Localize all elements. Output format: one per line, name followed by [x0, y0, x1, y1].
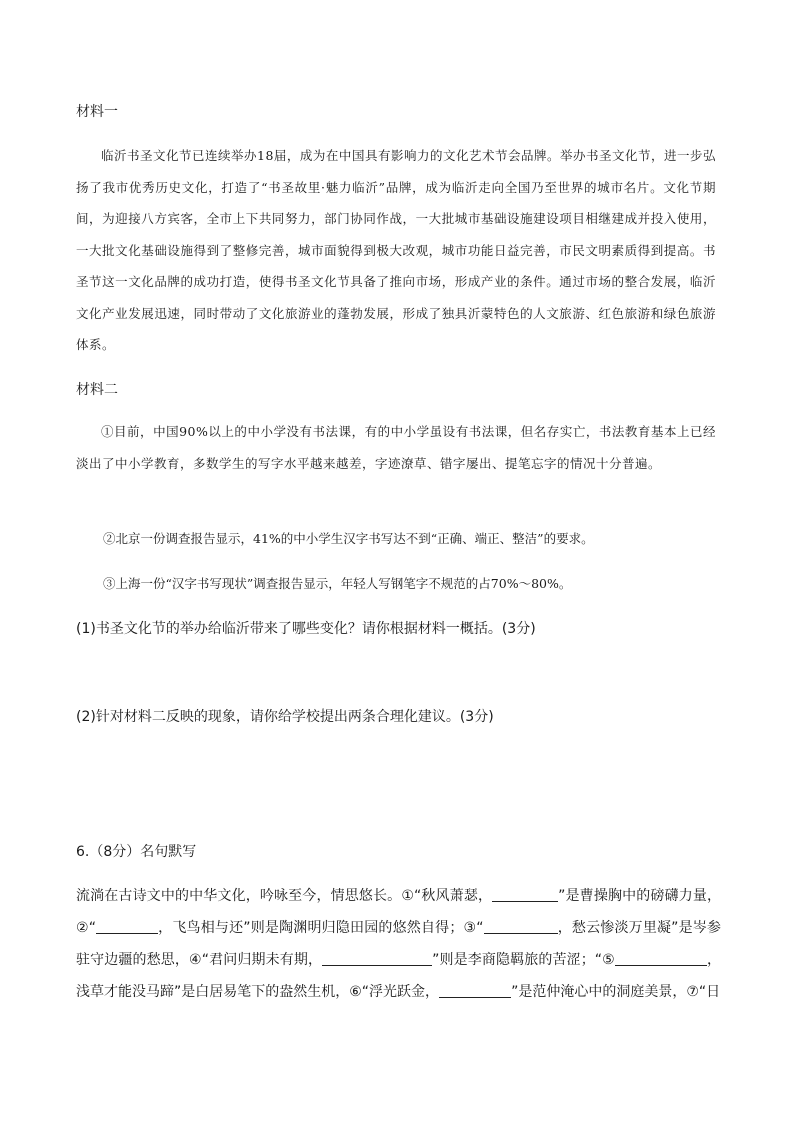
- section-6-passage: [76, 880, 721, 1008]
- material2-heading: 材料二: [76, 382, 118, 398]
- answer-blank-3[interactable]: [484, 917, 558, 934]
- passage-text-7: ，浅草才能没马蹄”是白居易笔下的盎然生机，⑥“浮光跃金，: [76, 952, 721, 1000]
- answer-blank-4[interactable]: [322, 949, 432, 966]
- answer-blank-6[interactable]: [439, 981, 511, 998]
- passage-text-2: ”是曹操胸中的磅礴力量，: [558, 888, 721, 904]
- passage-text-5: ，愁云惨淡万里凝”是岑参驻守边疆的愁思，④“君问归期未有期，: [76, 920, 721, 968]
- material2-item1: ①目前，中国90%以上的中小学没有书法课，有的中小学虽设有书法课，但名存实亡，书法教育基本上已经淡出了中小学教育，多数学生的写字水平越来越差，字迹潦草、错字屡出、提笔忘字的情况十分普遍。: [76, 424, 716, 471]
- passage-text-6: ”则是李商隐羁旅的苦涩；“⑤: [432, 952, 615, 968]
- passage-text-4: ，飞鸟相与还”则是陶渊明归隐田园的悠然自得；③“: [158, 920, 484, 936]
- question-1: (1)书圣文化节的举办给临沂带来了哪些变化？请你根据材料一概括。(3分): [76, 621, 536, 637]
- material2-item2: ②北京一份调查报告显示，41%的中小学生汉字书写达不到“正确、端正、整洁”的要求。: [103, 531, 594, 546]
- passage-text-3: ②“: [76, 920, 96, 936]
- answer-blank-1[interactable]: [492, 885, 558, 902]
- passage-text-1: 流淌在古诗文中的中华文化，吟咏至今，情思悠长。①“秋风萧瑟，: [76, 888, 493, 904]
- passage-text-8: ”是范仲淹心中的洞庭美景，⑦“日: [511, 984, 721, 1000]
- question-2: (2)针对材料二反映的现象，请你给学校提出两条合理化建议。(3分): [76, 709, 494, 725]
- answer-blank-5[interactable]: [615, 949, 707, 966]
- section-6-title: 6.（8分）名句默写: [76, 844, 197, 860]
- material1-paragraph: 临沂书圣文化节已连续举办18届，成为在中国具有影响力的文化艺术节会品牌。举办书圣文化节，进一步弘扬了我市优秀历史文化，打造了“书圣故里·魅力临沂”品牌，成为临沂走向全国乃至世界的城市名片。文化节期间，为迎接八方宾客，全市上下共同努力，部门协同作战，一大批城市基础设施建设项目相继建成并投入使用，一大批文化基础设施得到了整修完善，城市面貌得到极大改观，城市功能日益完善，市民文明素质得到提高。书圣节这一文化品牌的成功打造，使得书圣文化节具备了推向市场，形成产业的条件。通过市场的整合发展，临沂文化产业发展迅速，同时带动了文化旅游业的蓬勃发展，形成了独具沂蒙特色的人文旅游、红色旅游和绿色旅游体系。: [76, 148, 716, 352]
- material1-heading: 材料一: [76, 104, 118, 120]
- answer-blank-2[interactable]: [96, 917, 158, 934]
- material2-item3: ③上海一份“汉字书写现状”调查报告显示，年轻人写钢笔字不规范的占70%～80%。: [103, 576, 572, 591]
